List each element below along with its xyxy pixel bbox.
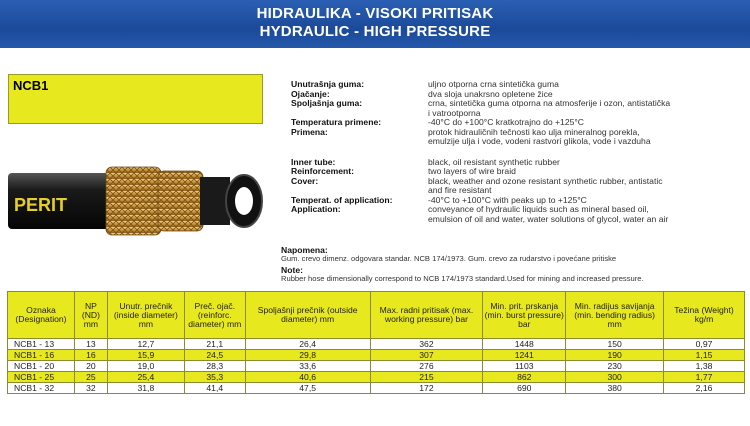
column-header: Težina (Weight) kg/m — [664, 292, 745, 339]
note-text-english: Rubber hose dimensionally correspond to NCB 174/1973 standard.Used for mining and increased pressure. — [281, 273, 644, 283]
spec-label: Temperat. of application: — [291, 194, 393, 205]
spec-row — [291, 158, 750, 168]
table-cell: 0,97 — [664, 339, 745, 350]
table-cell: 862 — [483, 372, 566, 383]
table-cell: NCB1 - 25 — [8, 372, 75, 383]
table-cell: 380 — [566, 383, 664, 394]
hose-braid-inner — [158, 171, 203, 231]
spec-label: Temperatura primene: — [291, 117, 382, 127]
table-cell: 230 — [566, 361, 664, 372]
column-header: Min. radijus savijanja (min. bending radius) mm — [566, 292, 664, 339]
table-cell: 33,6 — [245, 361, 370, 372]
notes — [281, 246, 644, 283]
table-cell: 1,15 — [664, 350, 745, 361]
spec-row — [291, 177, 750, 196]
table-cell: 15,9 — [107, 350, 184, 361]
title-serbian: HIDRAULIKA - VISOKI PRITISAK — [256, 5, 494, 22]
table-cell: 47,5 — [245, 383, 370, 394]
table-cell: 24,5 — [184, 350, 245, 361]
column-header: Preč. ojač. (reinforc. diameter) mm — [184, 292, 245, 339]
hose-bore — [235, 187, 253, 215]
table-row — [8, 372, 745, 383]
table-cell: 40,6 — [245, 372, 370, 383]
hose-brand-text: PERIT — [14, 195, 68, 215]
table-cell: 41,4 — [184, 383, 245, 394]
table-header-row — [8, 292, 745, 339]
table-cell: 32 — [74, 383, 107, 394]
spec-value: crna, sintetička guma otporna na atmosferije i ozon, antistatička i vatrootporna — [428, 98, 671, 118]
table-cell: 215 — [370, 372, 483, 383]
specifications — [291, 80, 750, 224]
table-cell: 35,3 — [184, 372, 245, 383]
title-banner — [0, 0, 750, 48]
table-cell: 16 — [74, 350, 107, 361]
table-cell: 31,8 — [107, 383, 184, 394]
table-cell: NCB1 - 32 — [8, 383, 75, 394]
spec-row — [291, 128, 750, 147]
dimensions-table — [7, 291, 745, 394]
table-cell: 13 — [74, 339, 107, 350]
note-heading-english: Note: — [281, 265, 303, 276]
spec-value: conveyance of hydraulic liquids such as mineral based oil, emulsion of oil and water, water solutions of glycol, water an air — [428, 204, 669, 224]
table-cell: 2,16 — [664, 383, 745, 394]
table-cell: 1103 — [483, 361, 566, 372]
table-cell: 12,7 — [107, 339, 184, 350]
spec-value: dva sloja unakrsno opletene žice — [428, 88, 553, 99]
table-cell: 26,4 — [245, 339, 370, 350]
specs-serbian — [291, 80, 750, 147]
table-cell: 362 — [370, 339, 483, 350]
spec-label: Ojačanje: — [291, 88, 330, 99]
table-cell: NCB1 - 13 — [8, 339, 75, 350]
spec-value: -40°C do +100°C kratkotrajno do +125°C — [428, 117, 585, 127]
table-cell: 20 — [74, 361, 107, 372]
table-cell: 1448 — [483, 339, 566, 350]
table-cell: 1,77 — [664, 372, 745, 383]
spec-value: two layers of wire braid — [428, 166, 516, 176]
table-cell: 150 — [566, 339, 664, 350]
table-row — [8, 361, 745, 372]
table-cell: 25,4 — [107, 372, 184, 383]
table-row — [8, 339, 745, 350]
spec-value: black, weather and ozone resistant synthetic rubber, antistatic and fire resistant — [428, 175, 663, 195]
spec-value: uljno otporna crna sintetička guma — [428, 79, 559, 89]
table-cell: 21,1 — [184, 339, 245, 350]
table-cell: 690 — [483, 383, 566, 394]
table-cell: 307 — [370, 350, 483, 361]
note-heading-serbian: Napomena: — [281, 245, 328, 255]
hose-image — [8, 155, 266, 245]
product-code-box — [8, 74, 263, 124]
spec-label: Inner tube: — [291, 156, 336, 167]
table-cell: 28,3 — [184, 361, 245, 372]
spec-label: Spoljašnja guma: — [291, 98, 363, 108]
column-header: Unutr. prečnik (inside diameter) mm — [107, 292, 184, 339]
title-english: HYDRAULIC - HIGH PRESSURE — [259, 23, 491, 40]
spec-label: Unutrašnja guma: — [291, 79, 365, 89]
spec-label: Application: — [291, 204, 341, 214]
column-header: Max. radni pritisak (max. working pressure) bar — [370, 292, 483, 339]
spec-label: Primena: — [291, 126, 328, 137]
hose-braid-outer — [106, 167, 161, 235]
column-header: Min. prit. prskanja (min. burst pressure) bar — [483, 292, 566, 339]
table-row — [8, 383, 745, 394]
table-cell: 1241 — [483, 350, 566, 361]
spec-row — [291, 205, 750, 224]
column-header: Oznaka (Designation) — [8, 292, 75, 339]
table-row — [8, 350, 745, 361]
note-text-serbian: Gum. crevo dimenz. odgovara standar. NCB 174/1973. Gum. crevo za rudarstvo i povećane pritiske — [281, 253, 617, 263]
spec-value: black, oil resistant synthetic rubber — [428, 156, 560, 167]
table-cell: 190 — [566, 350, 664, 361]
table-cell: 19,0 — [107, 361, 184, 372]
column-header: NP (ND) mm — [74, 292, 107, 339]
table-cell: NCB1 - 20 — [8, 361, 75, 372]
table-cell: 1,38 — [664, 361, 745, 372]
table-cell: 172 — [370, 383, 483, 394]
table-cell: 276 — [370, 361, 483, 372]
table-cell: NCB1 - 16 — [8, 350, 75, 361]
spec-row — [291, 99, 750, 118]
spec-label: Cover: — [291, 175, 319, 186]
spec-value: -40°C to +100°C with peaks up to +125°C — [428, 194, 587, 205]
table-cell: 29,8 — [245, 350, 370, 361]
column-header: Spoljašnji prečnik (outside diameter) mm — [245, 292, 370, 339]
spec-value: protok hidrauličnih tečnosti kao ulja mineralnog porekla, emulzije ulja i vode, vodeni rastvori glikola, vode i vazduha — [428, 126, 651, 146]
product-code: NCB1 — [13, 78, 49, 93]
spec-label: Reinforcement: — [291, 166, 355, 176]
specs-english — [291, 158, 750, 225]
table-cell: 25 — [74, 372, 107, 383]
table-cell: 300 — [566, 372, 664, 383]
